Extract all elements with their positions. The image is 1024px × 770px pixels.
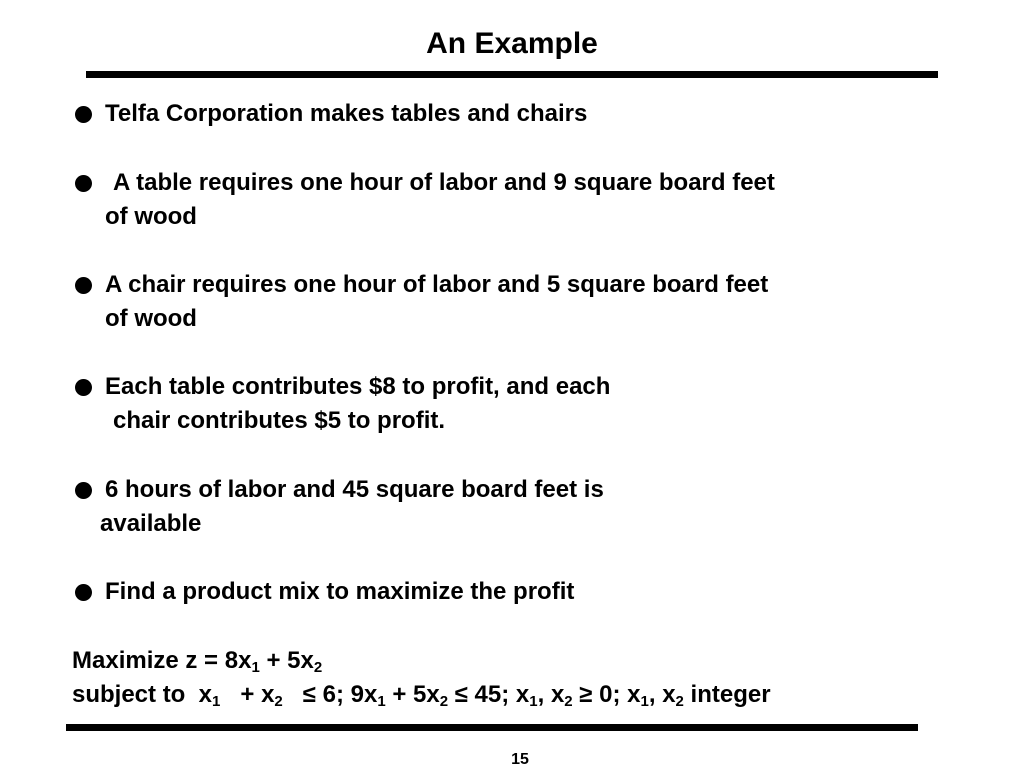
subscript: 1: [640, 693, 649, 710]
bullet-dot: [75, 277, 92, 294]
top-rule: [86, 71, 938, 78]
constraint-text: , x: [648, 681, 676, 708]
bottom-rule: [66, 724, 918, 731]
bullet-text-line: available: [100, 510, 202, 537]
bullet-text-line: Find a product mix to maximize the profit: [105, 578, 575, 605]
bullet-text-line: chair contributes $5 to profit.: [113, 407, 446, 434]
subscript: 2: [274, 693, 283, 710]
subscript: 1: [212, 693, 221, 710]
constraint-text: ≤ 45; x: [448, 681, 530, 708]
constraint-text: ≥ 0; x: [572, 681, 641, 708]
subscript: 2: [313, 659, 323, 676]
bullet-text-line: Telfa Corporation makes tables and chairs: [105, 100, 588, 127]
bullet-dot: [75, 482, 92, 499]
bullet-dot: [75, 379, 92, 396]
subscript: 1: [529, 693, 538, 710]
subscript: 2: [675, 693, 684, 710]
subscript: 2: [564, 693, 573, 710]
bullet-text-line: of wood: [105, 305, 197, 332]
constraint-text: , x: [537, 681, 565, 708]
bullet-text-line: A chair requires one hour of labor and 5 square board feet: [105, 271, 769, 298]
bullet-dot: [75, 584, 92, 601]
bullet-dot: [75, 175, 92, 192]
constraint-text: ≤ 6; 9x: [282, 681, 378, 708]
bullet-text-line: 6 hours of labor and 45 square board feet is: [105, 476, 604, 503]
constraint-text: + 5x: [385, 681, 440, 708]
objective-function: [72, 644, 322, 678]
constraint-text: integer: [683, 681, 771, 708]
page-number: 15: [511, 751, 529, 768]
objective-text: + 5x: [259, 647, 314, 674]
constraints-line: [72, 678, 771, 712]
bullet-text-line: Each table contributes $8 to profit, and each: [105, 373, 611, 400]
bullet-text-line: of wood: [105, 203, 197, 230]
bullet-dot: [75, 106, 92, 123]
constraint-text: + x: [220, 681, 275, 708]
constraint-text: subject to x: [72, 681, 213, 708]
bullet-text-line: A table requires one hour of labor and 9 square board feet: [113, 169, 775, 196]
subscript: 2: [439, 693, 449, 710]
subscript: 1: [377, 693, 386, 710]
slide-title: An Example: [426, 27, 598, 60]
objective-text: Maximize z = 8x: [72, 647, 252, 674]
subscript: 1: [251, 659, 260, 676]
